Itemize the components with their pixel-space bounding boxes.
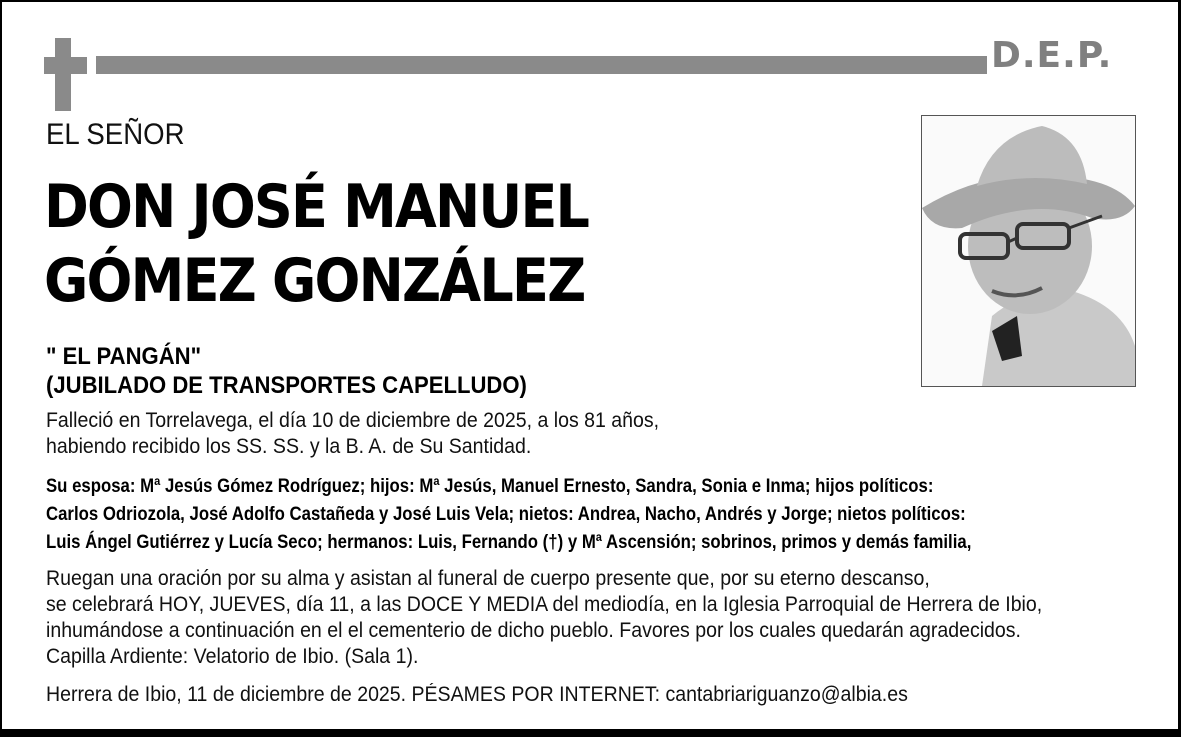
dep-label: D.E.P. (991, 35, 1113, 76)
death-notice (46, 408, 659, 460)
death-line-2: habiendo recibido los SS. SS. y la B. A. de Su Santidad. (46, 435, 532, 458)
obituary-card (2, 2, 1178, 729)
footer-condolences: Herrera de Ibio, 11 de diciembre de 2025. PÉSAMES POR INTERNET: cantabriariguanzo@albia.es (46, 683, 908, 706)
family-list (46, 472, 971, 556)
cross-icon-bar (44, 57, 87, 74)
family-line-1: Su esposa: Mª Jesús Gómez Rodríguez; hijos: Mª Jesús, Manuel Ernesto, Sandra, Sonia e Inma; hijos políticos: (46, 475, 934, 497)
portrait-icon (922, 116, 1135, 386)
funeral-details (46, 566, 1042, 670)
funeral-line-1: Ruegan una oración por su alma y asistan al funeral de cuerpo presente que, por su eterno descanso, (46, 567, 930, 590)
nickname-block (46, 342, 527, 400)
nickname: " EL PANGÁN" (46, 343, 202, 370)
portrait-photo (921, 115, 1136, 387)
occupation: (JUBILADO DE TRANSPORTES CAPELLUDO) (46, 372, 527, 399)
deceased-name (44, 170, 588, 318)
funeral-line-2: se celebrará HOY, JUEVES, día 11, a las DOCE Y MEDIA del mediodía, en la Iglesia Parroquial de Herrera de Ibio, (46, 593, 1043, 616)
funeral-line-4: Capilla Ardiente: Velatorio de Ibio. (Sala 1). (46, 645, 419, 668)
name-line-2: GÓMEZ GONZÁLEZ (44, 246, 585, 316)
name-line-1: DON JOSÉ MANUEL (44, 172, 589, 242)
death-line-1: Falleció en Torrelavega, el día 10 de diciembre de 2025, a los 81 años, (46, 409, 660, 432)
family-line-3: Luis Ángel Gutiérrez y Lucía Seco; hermanos: Luis, Fernando (†) y Mª Ascensión; sobrinos, primos y demás familia, (46, 531, 972, 553)
header-rule (96, 56, 987, 74)
funeral-line-3: inhumándose a continuación en el el cementerio de dicho pueblo. Favores por los cuales quedarán agradecidos. (46, 619, 1021, 642)
family-line-2: Carlos Odriozola, José Adolfo Castañeda y José Luis Vela; nietos: Andrea, Nacho, Andrés y Jorge; nietos políticos: (46, 503, 966, 525)
honorific: EL SEÑOR (46, 118, 185, 151)
cross-icon (55, 38, 71, 111)
